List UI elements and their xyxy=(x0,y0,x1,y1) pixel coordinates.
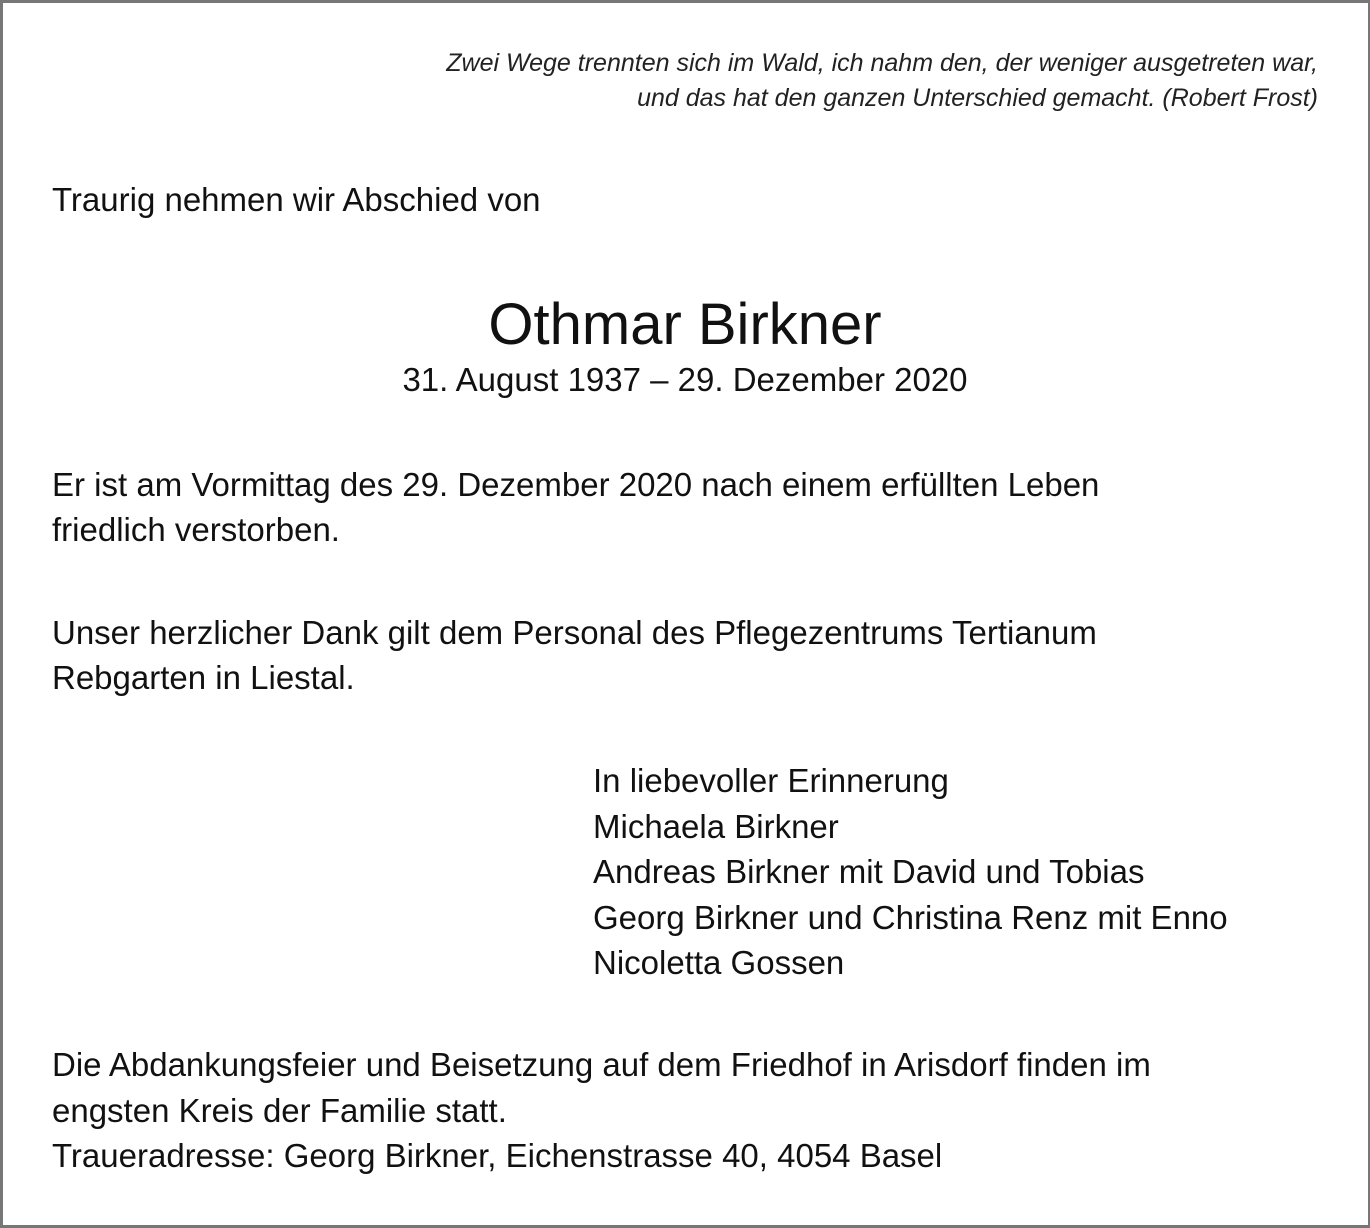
quote-line-2: und das hat den ganzen Unterschied gemacht. (Robert Frost) xyxy=(637,84,1318,112)
thanks-paragraph xyxy=(52,610,1097,700)
mourner-name: Georg Birkner und Christina Renz mit Enno xyxy=(593,898,1228,936)
mourners-list xyxy=(593,758,1228,986)
death-notice-line-2: friedlich verstorben. xyxy=(52,511,340,548)
mourner-name: Michaela Birkner xyxy=(593,807,839,845)
life-dates: 31. August 1937 – 29. Dezember 2020 xyxy=(402,361,968,398)
thanks-line-1: Unser herzlicher Dank gilt dem Personal des Pflegezentrums Tertianum xyxy=(52,614,1097,651)
ceremony-line-1: Die Abdankungsfeier und Beisetzung auf dem Friedhof in Arisdorf finden im xyxy=(52,1046,1151,1083)
death-notice-paragraph xyxy=(52,462,1099,552)
thanks-line-2: Rebgarten in Liestal. xyxy=(52,659,355,696)
mourning-address: Traueradresse: Georg Birkner, Eichenstrasse 40, 4054 Basel xyxy=(52,1137,943,1174)
quote-line-1: Zwei Wege trennten sich im Wald, ich nahm den, der weniger ausgetreten war, xyxy=(446,49,1318,77)
quote xyxy=(446,46,1318,116)
mourner-name: Andreas Birkner mit David und Tobias xyxy=(593,853,1145,890)
mourners-heading: In liebevoller Erinnerung xyxy=(593,762,949,799)
ceremony-line-2: engsten Kreis der Familie statt. xyxy=(52,1091,507,1129)
death-notice-line-1: Er ist am Vormittag des 29. Dezember 2020 nach einem erfüllten Leben xyxy=(52,466,1100,503)
mourner-name: Nicoletta Gossen xyxy=(593,944,845,981)
deceased-name: Othmar Birkner xyxy=(488,292,882,357)
intro-text: Traurig nehmen wir Abschied von xyxy=(52,181,541,218)
closing-paragraph xyxy=(52,1042,1151,1179)
